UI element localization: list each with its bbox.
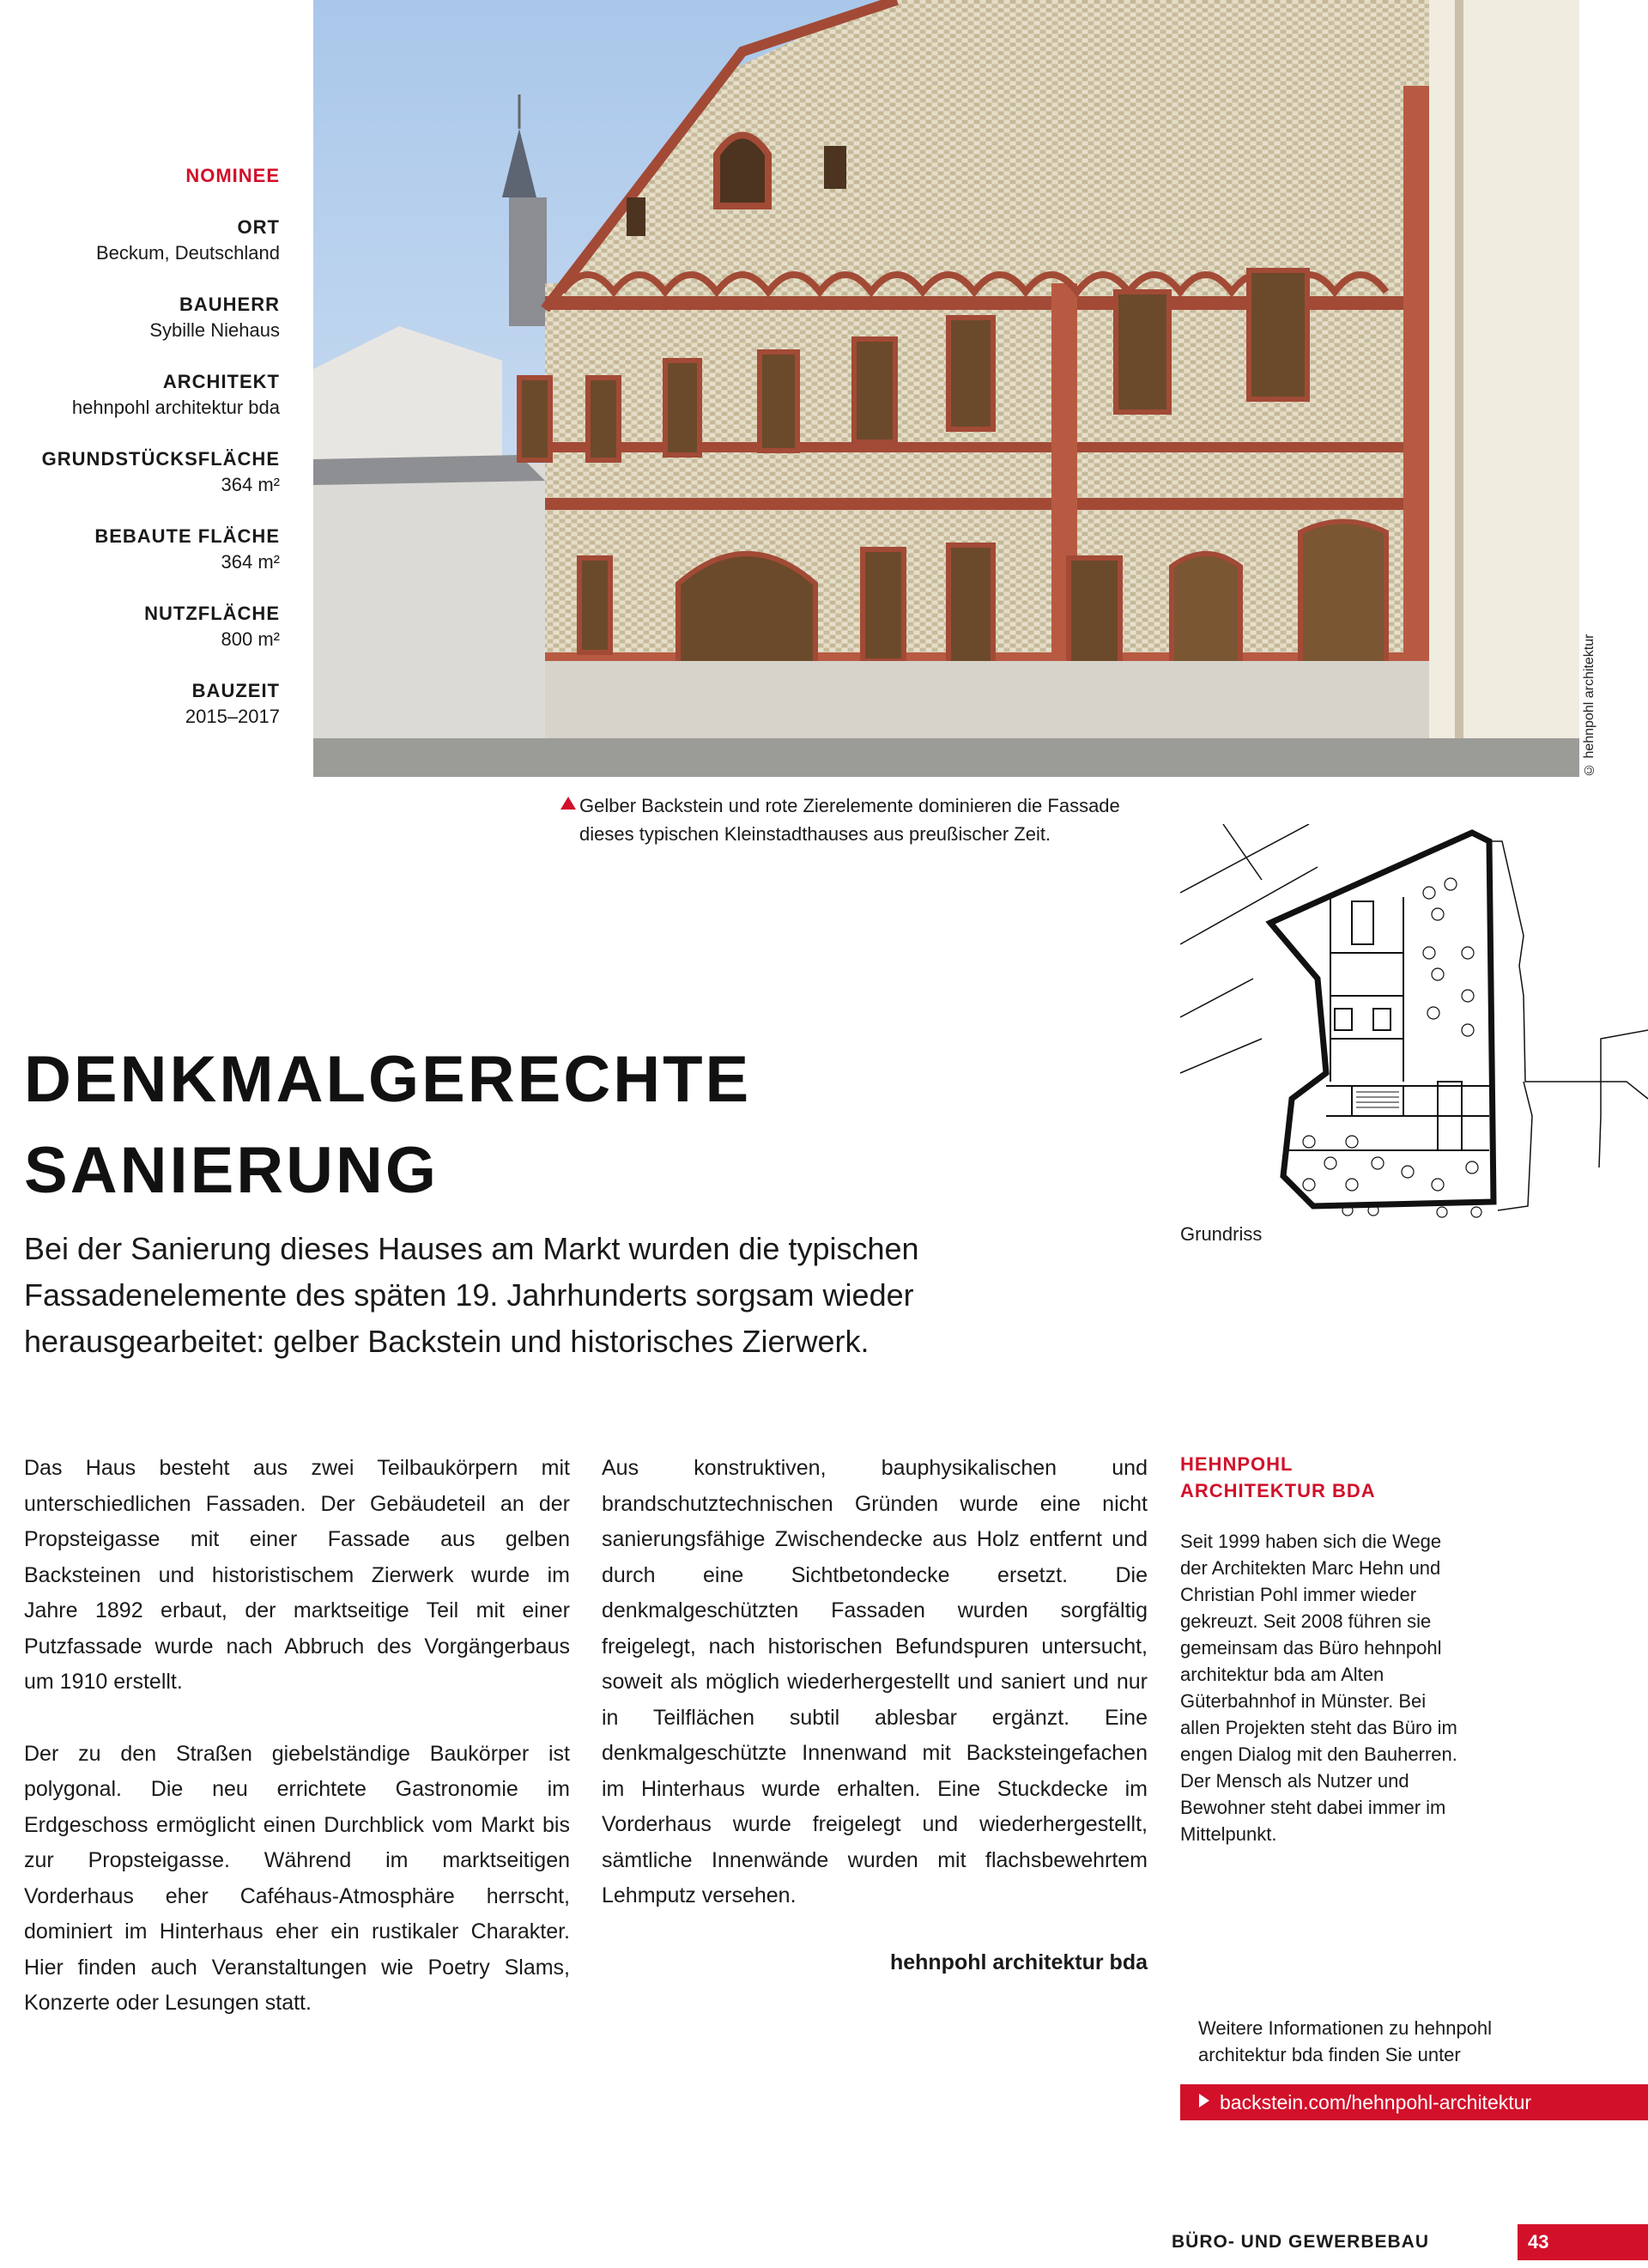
lead-line: Fassadenelemente des späten 19. Jahrhunderts sorgsam wieder (24, 1277, 914, 1313)
title-line: DENKMALGERECHTE (24, 1043, 752, 1116)
page-number: 43 (1518, 2224, 1648, 2260)
info-title-line: HEHNPOHL (1180, 1453, 1294, 1475)
body-column-1 (24, 1451, 570, 2058)
lead-line: Bei der Sanierung dieses Hauses am Markt wurden die typischen (24, 1231, 919, 1266)
fact-label: ORT (237, 216, 280, 238)
body-paragraph: Der zu den Straßen giebelständige Baukörper ist polygonal. Die neu errichtete Gastronomie im Erdgeschoss ermöglicht einen Durchblick vom Markt bis zur Propsteigasse. Während im marktseitigen Vorderhaus eher Caféhaus-Atmosphäre herrscht, dominiert im Hinterhaus eher ein rustikaler Charakter. Hier finden auch Veranstaltungen wie Poetry Slams, Konzerte oder Lesungen statt. (24, 1741, 570, 2015)
more-info-text (1198, 2015, 1593, 2068)
caption-triangle-icon (560, 797, 576, 810)
fact-label: GRUNDSTÜCKSFLÄCHE (41, 448, 280, 470)
photo-credit: © hehnpohl architektur (1582, 634, 1596, 777)
info-title-line: ARCHITEKTUR BDA (1180, 1480, 1376, 1501)
title-line: SANIERUNG (24, 1134, 439, 1207)
fact-value: Beckum, Deutschland (96, 242, 280, 264)
caption-line: dieses typischen Kleinstadthauses aus preußischer Zeit. (579, 823, 1051, 845)
caption-line: Gelber Backstein und rote Zierelemente dominieren die Fassade (579, 795, 1120, 816)
fact-value: Sybille Niehaus (149, 319, 280, 341)
fact-value: 364 m² (221, 551, 280, 573)
fact-bauzeit (17, 678, 280, 730)
more-info-line: architektur bda finden Sie unter (1198, 2044, 1461, 2065)
floor-plan (1180, 824, 1648, 1219)
project-facts (17, 163, 280, 755)
more-info-line: Weitere Informationen zu hehnpohl (1198, 2017, 1493, 2039)
fact-value: hehnpohl architektur bda (71, 397, 280, 418)
page-title (24, 1034, 1054, 1216)
fact-grundstuecksflaeche (17, 446, 280, 498)
fact-value: 800 m² (221, 628, 280, 650)
fact-label: BAUHERR (179, 294, 280, 315)
body-paragraph: Das Haus besteht aus zwei Teilbaukörpern mit unterschiedlichen Fassaden. Der Gebäudeteil an der Propsteigasse mit einer Fassade aus gelben Backsteinen und historistischem Zierwerk wurde im Jahre 1892 erbaut, der marktseitige Teil mit einer Putzfassade wurde nach Abbruch des Vorgängerbaus um 1910 erstellt. (24, 1456, 570, 1694)
architect-link-text[interactable]: backstein.com/hehnpohl-architektur (1220, 2091, 1532, 2113)
fact-architekt (17, 369, 280, 421)
floor-plan-label: Grundriss (1180, 1223, 1263, 1245)
arrow-right-icon (1199, 2094, 1209, 2107)
fact-value: 2015–2017 (185, 706, 280, 727)
fact-bauherr (17, 292, 280, 343)
fact-label: BAUZEIT (191, 680, 280, 701)
fact-label: BEBAUTE FLÄCHE (94, 525, 280, 547)
author-signature: hehnpohl architektur bda (889, 1950, 1148, 1974)
section-name: BÜRO- UND GEWERBEBAU (1172, 2232, 1429, 2252)
architect-info (1180, 1451, 1463, 1847)
body-column-2 (602, 1451, 1148, 1950)
photo-caption (579, 791, 1197, 848)
fact-bebaute-flaeche (17, 524, 280, 575)
lead-line: herausgearbeitet: gelber Backstein und historisches Zierwerk. (24, 1324, 869, 1359)
fact-ort (17, 215, 280, 266)
fact-value: 364 m² (221, 474, 280, 495)
nominee-label: NOMINEE (185, 165, 280, 186)
fact-label: NUTZFLÄCHE (144, 603, 280, 624)
architect-link[interactable] (1180, 2084, 1648, 2120)
fact-label: ARCHITEKT (162, 371, 280, 392)
body-paragraph: Aus konstruktiven, bauphysikalischen und brandschutztechnischen Gründen wurde eine nicht sanierungsfähige Zwischendecke aus Holz entfernt und durch eine Sichtbetondecke ersetzt. Die denkmalgeschützten Fassaden wurden sorgfältig freigelegt, nach historischen Befundspuren untersucht, soweit als möglich wiederhergestellt und saniert und nur in Teilflächen subtil ablesbar ergänzt. Eine denkmalgeschützte Innenwand mit Backsteingefachen im Hinterhaus wurde erhalten. Eine Stuckdecke im Vorderhaus wurde freigelegt und wiederhergestellt, sämtliche Innenwände wurden mit flachsbewehrtem Lehmputz versehen. (602, 1456, 1148, 1907)
info-text: Seit 1999 haben sich die Wege der Architekten Marc Hehn und Christian Pohl immer wieder gekreuzt. Seit 2008 führen sie gemeinsam das Büro hehnpohl architektur bda am Alten Güterbahnhof in Münster. Bei allen Projekten steht das Büro im engen Dialog mit den Bauherren. Der Mensch als Nutzer und Bewohner steht dabei immer im Mittelpunkt. (1180, 1531, 1457, 1845)
fact-nutzflaeche (17, 601, 280, 652)
lead-paragraph (24, 1226, 985, 1365)
building-photo (313, 0, 1579, 777)
